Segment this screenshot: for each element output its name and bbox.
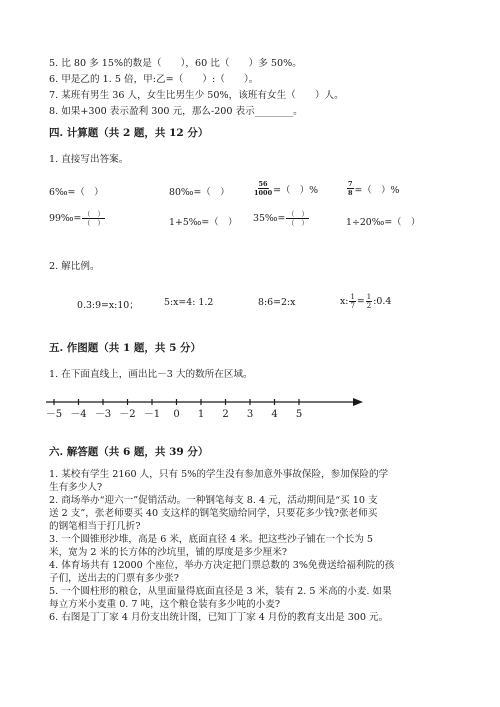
calc-rest: =（ ）% xyxy=(273,184,318,196)
number-line xyxy=(40,392,370,428)
problem-line: 2. 商场举办“迎六一”促销活动。一种钢笔每支 8. 4 元，活动期间是“买 10 支 xyxy=(49,495,378,506)
proportion-b: 5:x=4: 1.2 xyxy=(164,297,214,308)
fraction-numerator: 7 xyxy=(348,180,353,188)
problem-line: 生有多少人? xyxy=(49,482,103,493)
fraction-denominator: 1000 xyxy=(254,189,273,197)
calc-99-permil xyxy=(49,210,106,227)
number-line-label: －1 xyxy=(143,409,161,420)
section-5-question-1: 1. 在下面直线上，画出比－3 大的数所在区域。 xyxy=(49,369,253,380)
problem-line: 米，宽为 2 米的长方体的沙坑里，铺的厚度是多少厘米? xyxy=(49,547,288,558)
fraction-56-1000 xyxy=(254,180,272,197)
fraction-numerator: （ ） xyxy=(287,210,309,218)
problem-line: 6. 右图是丁丁家 4 月份支出统计图，已知丁丁家 4 月份的教育支出是 300 元。 xyxy=(49,612,389,623)
number-line-arrow xyxy=(353,398,363,406)
number-line-label: 2 xyxy=(222,409,229,420)
proportion-suffix: :0.4 xyxy=(373,296,392,307)
calc-6-permil: 6‰=（ ） xyxy=(49,187,104,198)
fraction-1-7 xyxy=(349,293,355,310)
number-line-label: 0 xyxy=(173,409,180,420)
calc-35-permil xyxy=(253,210,310,227)
number-line-label: 1 xyxy=(197,409,205,420)
fraction-numerator: （ ） xyxy=(83,210,105,218)
fraction-numerator: 56 xyxy=(258,180,268,188)
proportion-d xyxy=(340,293,391,310)
calc-56-over-1000 xyxy=(253,180,318,197)
proportion-equals: = xyxy=(356,296,365,307)
section-4-question-1: 1. 直接写出答案。 xyxy=(49,154,129,165)
question-6-line: 6. 甲是乙的 1. 5 倍，甲:乙=（ ）:（ ）。 xyxy=(49,74,259,85)
fraction-blank xyxy=(82,210,105,227)
question-7-line: 7. 某班有男生 36 人，女生比男生少 50%，该班有女生（ ）人。 xyxy=(49,90,344,101)
proportion-a: 0.3:9=x:10； xyxy=(77,300,139,311)
calc-80-permil: 80‰=（ ） xyxy=(169,187,230,198)
calc-1-plus-5-permil: 1+5‰=（ ） xyxy=(169,217,238,228)
fraction-denominator: 8 xyxy=(348,189,353,197)
fraction-denominator: （ ） xyxy=(83,219,105,227)
calc-7-over-8 xyxy=(346,180,399,197)
number-line-label: －2 xyxy=(119,409,136,420)
problem-line: 3. 一个圆锥形沙堆，高是 6 米，底面直径 4 米。把这些沙子铺在一个长为 5 xyxy=(49,534,373,545)
section-4-question-2: 2. 解比例。 xyxy=(49,261,100,272)
question-8-line: 8. 如果+300 表示盈利 300 元，那么-200 表示________。 xyxy=(49,106,303,117)
problem-line: 子们，送出去的门票有多少张? xyxy=(49,573,179,584)
problem-line: 1. 某校有学生 2160 人，只有 5%的学生没有参加意外事故保险，参加保险的学 xyxy=(49,469,389,480)
fraction-denominator: （ ） xyxy=(287,219,309,227)
problem-line: 每立方米小麦重 0. 7 吨，这个粮仓装有多少吨的小麦? xyxy=(49,599,281,610)
section-5-heading: 五. 作图题（共 1 题，共 5 分） xyxy=(49,342,202,354)
fraction-blank xyxy=(286,210,309,227)
number-line-label: 5 xyxy=(295,409,303,420)
calc-prefix: 35‰= xyxy=(253,213,286,224)
fraction-denominator: 2 xyxy=(366,302,372,310)
calc-1-div-20-permil: 1÷20‰=（ ） xyxy=(346,217,421,228)
calc-prefix: 99‰= xyxy=(49,213,82,224)
fraction-numerator: 1 xyxy=(350,293,355,301)
number-line-label: －5 xyxy=(45,409,63,420)
number-line-label: 4 xyxy=(271,409,278,420)
number-line-label: 3 xyxy=(246,409,254,420)
proportion-c: 8:6=2:x xyxy=(258,297,296,308)
section-4-heading: 四. 计算题（共 2 题，共 12 分） xyxy=(49,127,209,139)
number-line-label: －3 xyxy=(94,409,112,420)
number-line-label: －4 xyxy=(70,409,87,420)
problem-line: 5. 一个圆柱形的粮仓，从里面量得底面直径是 3 米，装有 2. 5 米高的小麦. 如果 xyxy=(49,586,392,597)
fraction-numerator: 1 xyxy=(366,293,372,301)
section-6-heading: 六. 解答题（共 6 题，共 39 分） xyxy=(49,446,209,458)
fraction-1-2 xyxy=(366,293,372,310)
fraction-7-8 xyxy=(347,180,354,197)
problem-line: 送 2 支”，张老师要买 40 支这样的钢笔奖励给同学，只要花多少钱?张老师买 xyxy=(49,508,378,519)
proportion-prefix: x: xyxy=(340,296,349,307)
fraction-denominator: 7 xyxy=(350,302,355,310)
problem-line: 的钢笔相当于打几折? xyxy=(49,521,141,532)
problem-line: 4. 体育场共有 12000 个座位，举办方决定把门票总数的 3%免费送给福利院的孩 xyxy=(49,560,395,571)
question-5-line: 5. 比 80 多 15%的数是（ ），60 比（ ）多 50%。 xyxy=(49,58,302,69)
calc-rest: =（ ）% xyxy=(354,184,400,196)
